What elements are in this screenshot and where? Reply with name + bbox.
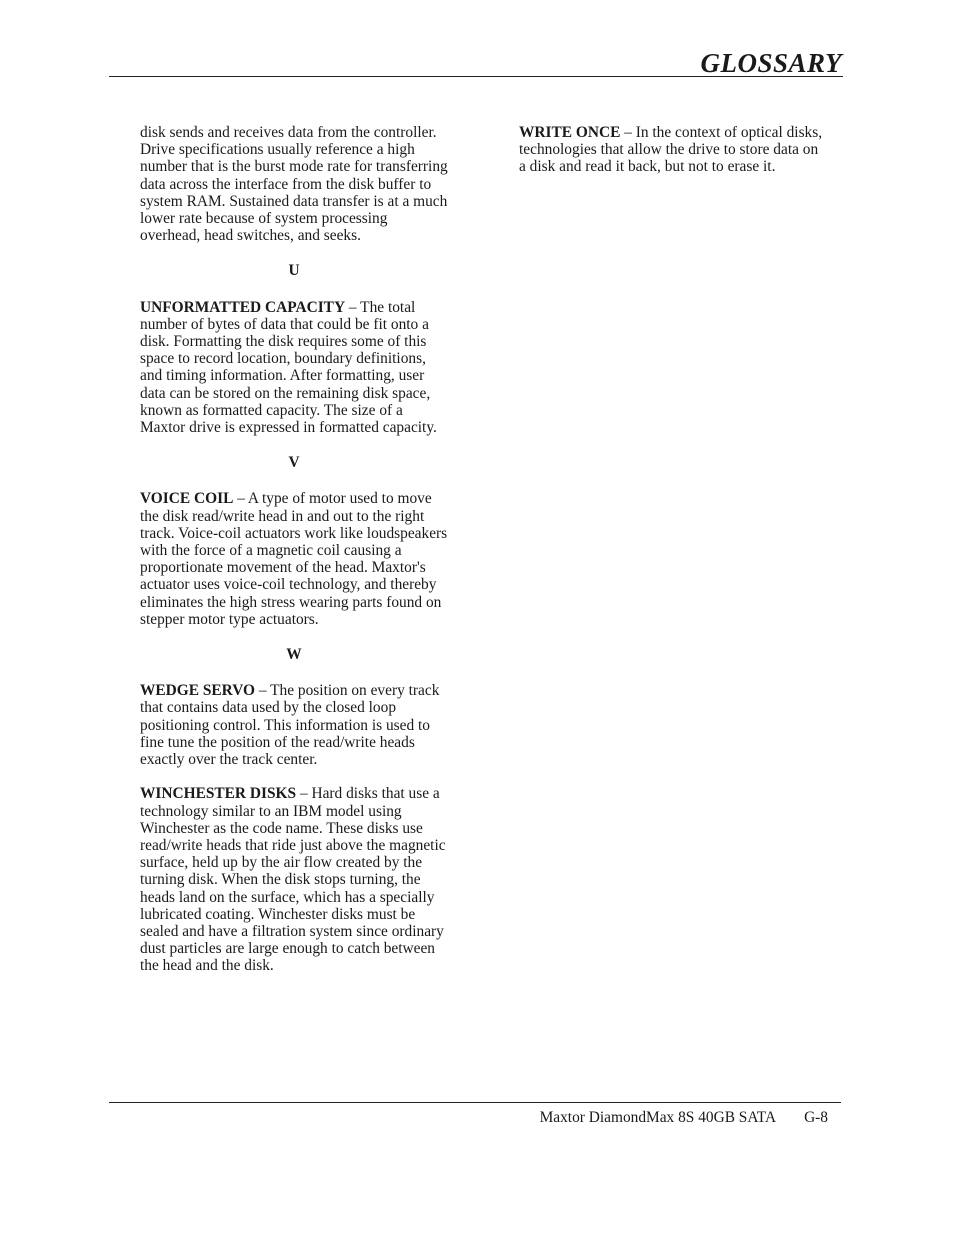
glossary-entry-unformatted-capacity — [140, 299, 448, 437]
glossary-definition: – The position on every track that contains data used by the closed loop positioning control. This information is used to fine tune the position of the read/write heads exactly over the track center. — [140, 682, 440, 769]
footer-product-name: Maxtor DiamondMax 8S 40GB SATA — [539, 1109, 777, 1126]
glossary-definition: – Hard disks that use a technology similar to an IBM model using Winchester as the code name. These disks use read/write heads that ride just above the magnetic surface, held up by the air flow created by the turning disk. When the disk stops turning, the heads land on the surface, which has a specially lubricated coating. Winchester disks must be sealed and have a filtration system since ordinary dust particles are large enough to catch between the head and the disk. — [140, 785, 446, 975]
section-letter-v: V — [288, 454, 300, 472]
page-footer — [540, 1109, 828, 1127]
glossary-term: WINCHESTER DISKS — [140, 785, 297, 803]
section-letter-u: U — [288, 262, 300, 280]
glossary-entry-write-once — [519, 124, 827, 176]
footer-rule — [109, 1102, 841, 1103]
continuation-paragraph: disk sends and receives data from the controller. Drive specifications usually reference a high number that is the burst mode rate for transferring data across the interface from the disk buffer to system RAM. Sustained data transfer is at a much lower rate because of system processing overhead, head switches, and seeks. — [140, 124, 448, 245]
header-rule — [109, 76, 843, 77]
glossary-term: UNFORMATTED CAPACITY — [140, 298, 346, 316]
page-number: G-8 — [804, 1109, 828, 1126]
glossary-definition: – The total number of bytes of data that could be fit onto a disk. Formatting the disk requires some of this space to record location, boundary definitions, and timing information. After formatting, user data can be stored on the remaining disk space, known as formatted capacity. The size of a Maxtor drive is expressed in formatted capacity. — [140, 298, 437, 437]
page-title: GLOSSARY — [700, 48, 842, 78]
left-column — [140, 124, 448, 992]
right-column — [519, 124, 827, 193]
glossary-entry-voice-coil — [140, 490, 448, 628]
glossary-term: VOICE COIL — [140, 490, 234, 508]
glossary-definition: – A type of motor used to move the disk read/write head in and out to the right track. Voice-coil actuators work like loudspeakers with the force of a magnetic coil causing a proportionate movement of the head. Maxtor's actuator uses voice-coil technology, and thereby eliminates the high stress wearing parts found on stepper motor type actuators. — [140, 490, 448, 628]
glossary-term: WRITE ONCE — [519, 124, 621, 141]
glossary-term: WEDGE SERVO — [140, 682, 256, 700]
section-letter-w: W — [286, 646, 302, 664]
glossary-entry-winchester-disks — [140, 785, 448, 974]
glossary-entry-wedge-servo — [140, 682, 448, 768]
glossary-definition: – In the context of optical disks, technologies that allow the drive to store data on a disk and read it back, but not to erase it. — [519, 124, 823, 176]
